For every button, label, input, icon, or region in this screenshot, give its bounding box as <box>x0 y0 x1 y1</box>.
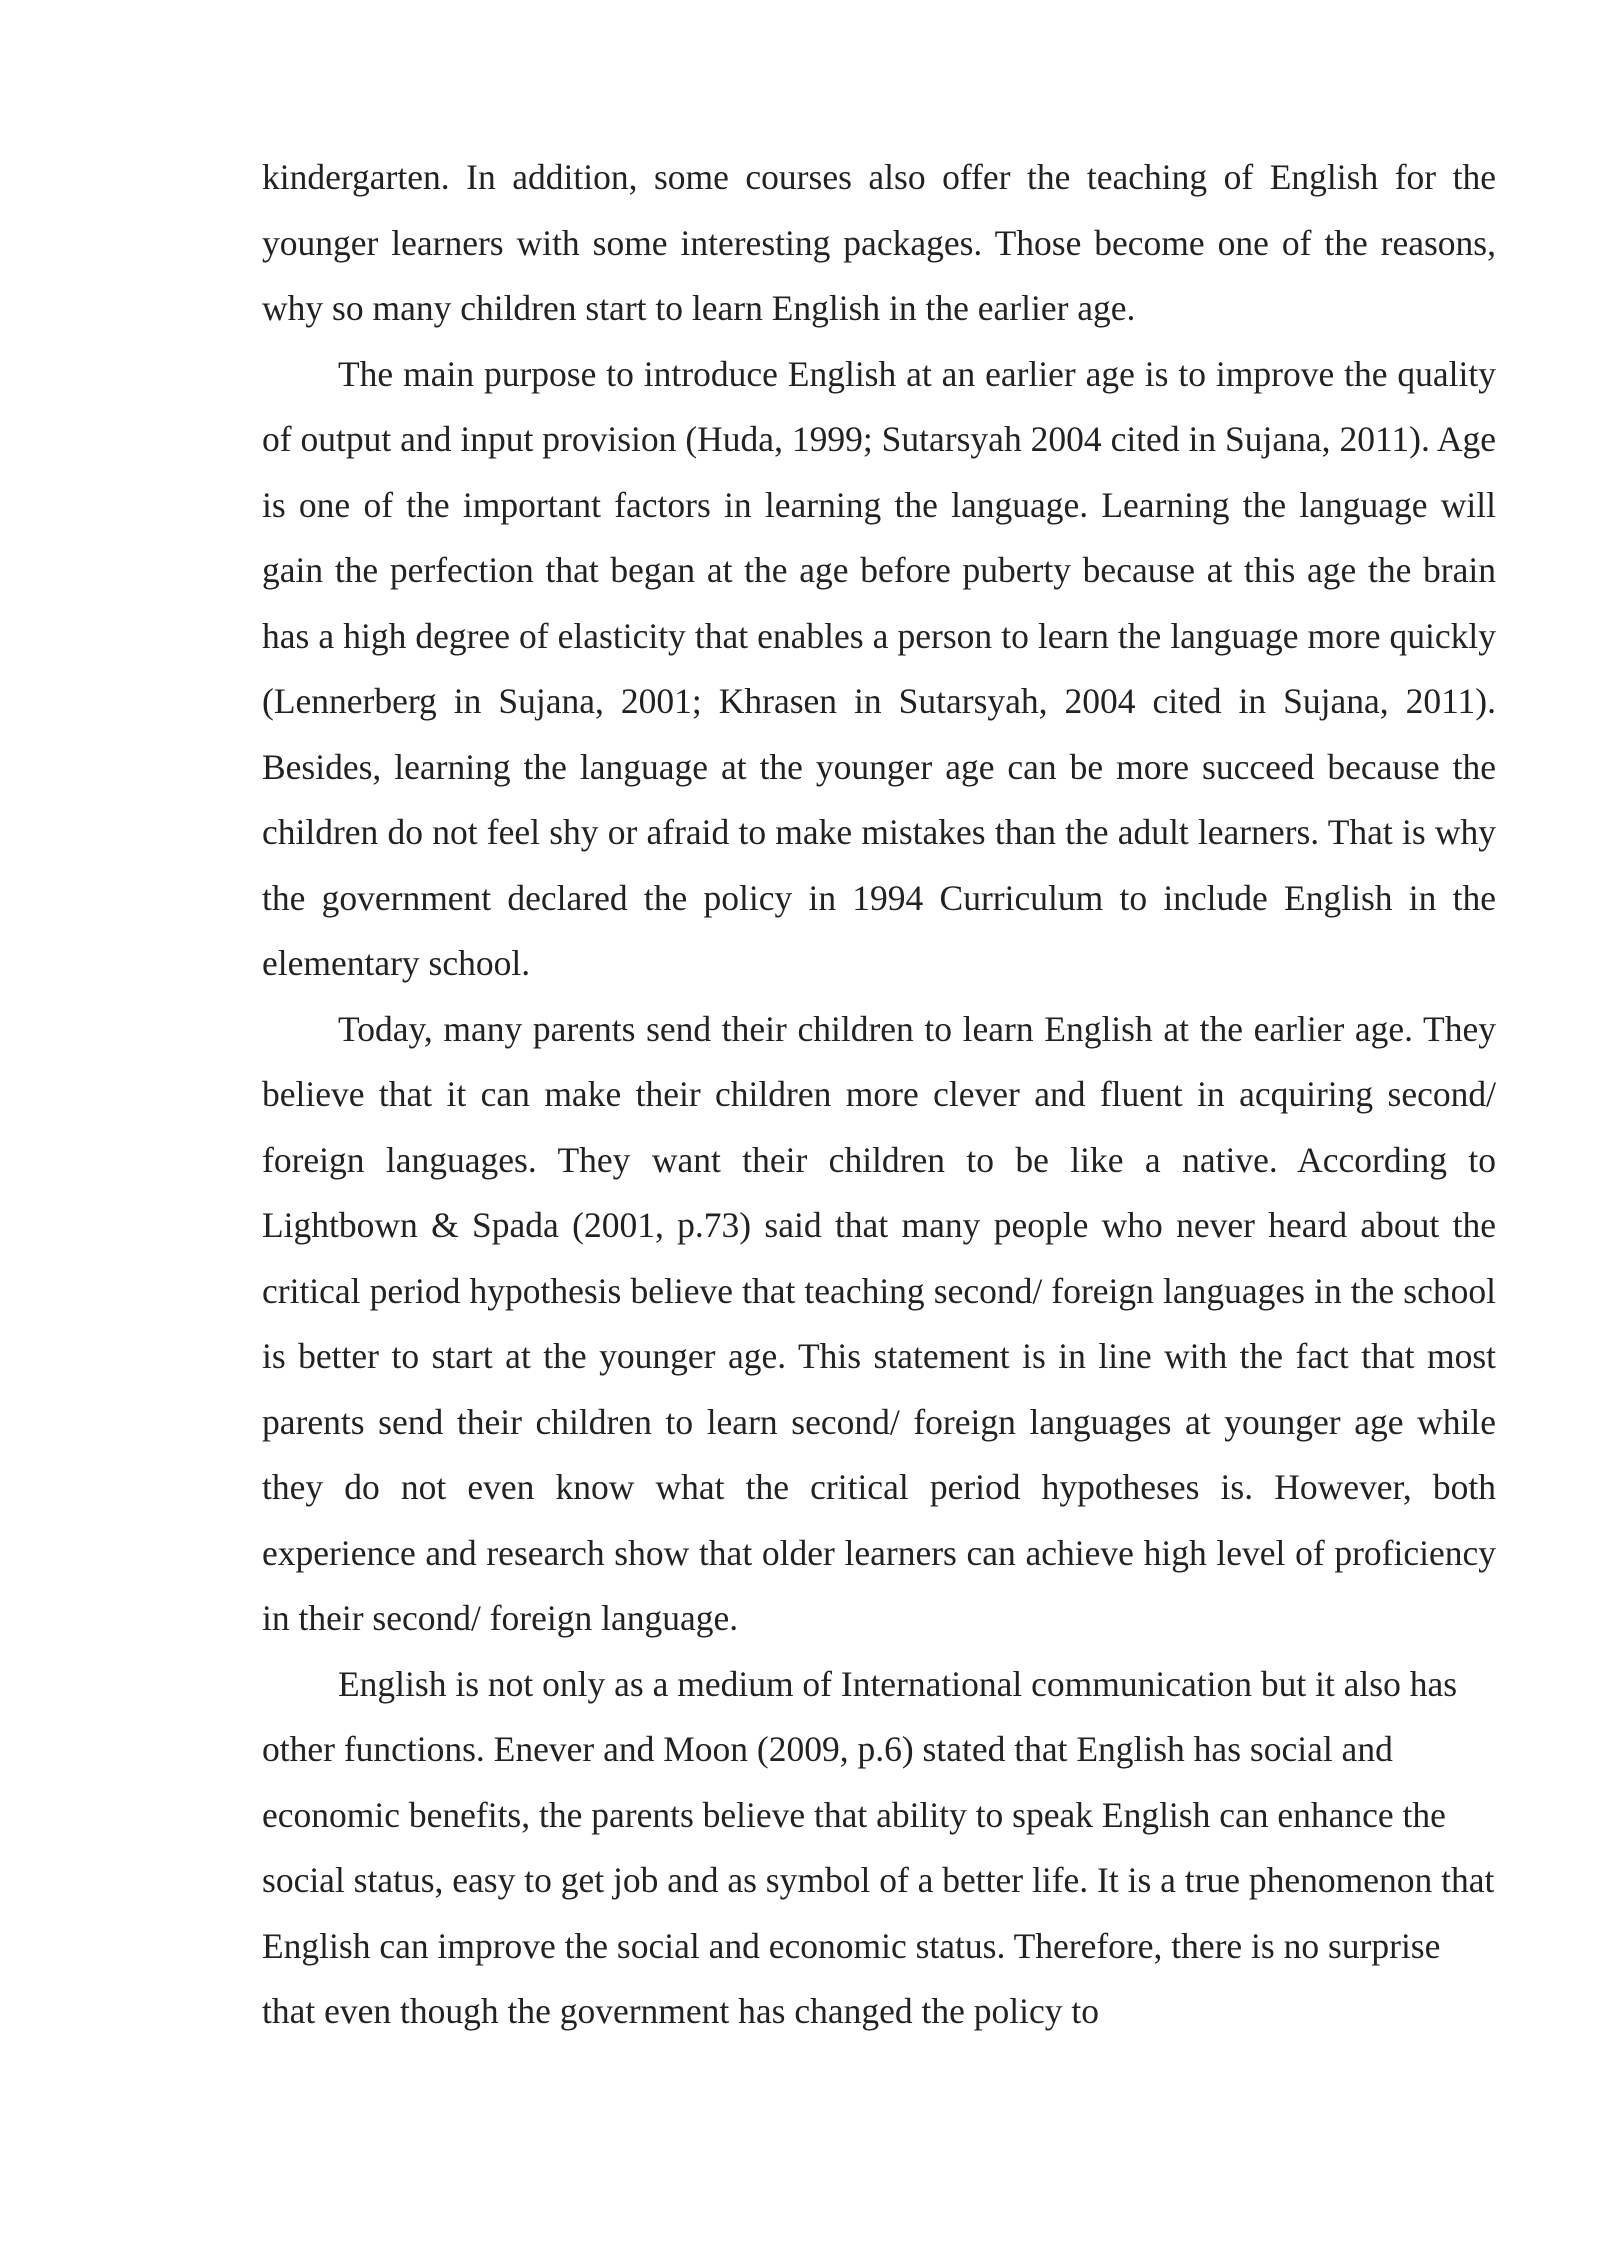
paragraph-3: Today, many parents send their children to learn English at the earlier age. They believe that it can make their children more clever and fluent in acquiring second/ foreign languages. They want their children to be like a native. According to Lightbown & Spada (2001, p.73) said that many people who never heard about the critical period hypothesis believe that teaching second/ foreign languages in the school is better to start at the younger age. This statement is in line with the fact that most parents send their children to learn second/ foreign languages at younger age while they do not even know what the critical period hypotheses is. However, both experience and research show that older learners can achieve high level of proficiency in their second/ foreign language. <box>262 1008 1496 1638</box>
body-text <box>262 145 1496 2045</box>
paragraph-1: kindergarten. In addition, some courses also offer the teaching of English for the younger learners with some interesting packages. Those become one of the reasons, why so many children start to learn English in the earlier age. <box>262 157 1496 328</box>
paragraph-4: English is not only as a medium of International communication but it also has other functions. Enever and Moon (2009, p.6) stated that English has social and economic benefits, the parents believe that ability to speak English can enhance the social status, easy to get job and as symbol of a better life. It is a true phenomenon that English can improve the social and economic status. Therefore, there is no surprise that even though the government has changed the policy to <box>262 1663 1495 2031</box>
paragraph-2: The main purpose to introduce English at an earlier age is to improve the quality of output and input provision (Huda, 1999; Sutarsyah 2004 cited in Sujana, 2011). Age is one of the important factors in learning the language. Learning the language will gain the perfection that began at the age before puberty because at this age the brain has a high degree of elasticity that enables a person to learn the language more quickly (Lennerberg in Sujana, 2001; Khrasen in Sutarsyah, 2004 cited in Sujana, 2011). Besides, learning the language at the younger age can be more succeed because the children do not feel shy or afraid to make mistakes than the adult learners. That is why the government declared the policy in 1994 Curriculum to include English in the elementary school. <box>262 353 1496 983</box>
